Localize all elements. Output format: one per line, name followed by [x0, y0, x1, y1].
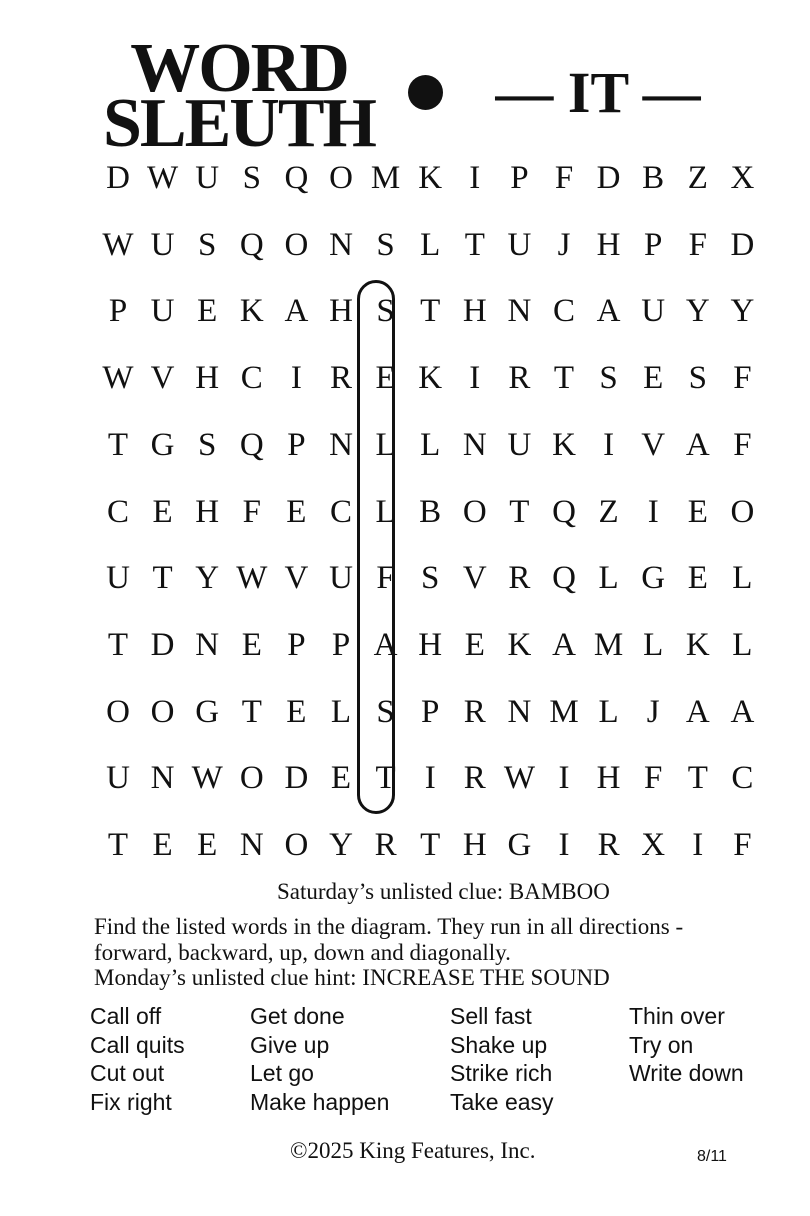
grid-letter: S — [242, 160, 261, 196]
word-list-item: Cut out — [90, 1060, 165, 1086]
grid-letter: O — [462, 493, 487, 530]
grid-letter: F — [733, 426, 752, 463]
grid-letter: H — [195, 360, 220, 397]
grid-letter: O — [284, 226, 309, 263]
grid-letter: I — [469, 160, 481, 196]
grid-letter: R — [597, 827, 620, 863]
grid-letter: W — [147, 160, 179, 196]
grid-letter: A — [552, 626, 576, 663]
grid-letter: N — [507, 293, 532, 330]
grid-letter: E — [152, 827, 173, 863]
grid-letter: I — [603, 426, 615, 463]
grid-letter: U — [150, 293, 175, 330]
grid-letter: B — [642, 160, 665, 196]
grid-letter: A — [730, 693, 755, 730]
grid-letter: Z — [598, 493, 619, 530]
grid-letter: S — [376, 293, 395, 330]
grid-letter: C — [731, 760, 754, 797]
grid-row — [96, 623, 765, 667]
grid-letter: U — [106, 760, 130, 797]
grid-letter: P — [510, 160, 529, 196]
grid-letter: U — [641, 293, 666, 330]
grid-letter: L — [732, 626, 753, 663]
grid-letter: Y — [329, 827, 353, 863]
grid-letter: F — [733, 360, 752, 397]
grid-letter: D — [150, 626, 175, 663]
grid-letter: F — [733, 827, 752, 863]
grid-letter: L — [420, 226, 441, 263]
grid-letter: J — [557, 226, 571, 263]
grid-letter: T — [107, 426, 129, 463]
grid-letter: L — [420, 426, 441, 463]
grid-row — [96, 556, 765, 600]
word-list-item: Try on — [629, 1031, 694, 1058]
puzzle-theme: — IT — — [495, 60, 701, 125]
grid-letter: D — [106, 160, 130, 196]
grid-letter: Y — [685, 293, 710, 330]
grid-letter: O — [106, 693, 130, 730]
grid-letter: I — [558, 760, 570, 797]
word-list-item: Give up — [250, 1031, 330, 1058]
grid-letter: C — [240, 360, 263, 397]
grid-letter: W — [236, 560, 268, 597]
grid-letter: H — [462, 293, 487, 330]
grid-letter: S — [198, 426, 217, 463]
grid-letter: W — [191, 760, 223, 797]
grid-letter: M — [370, 160, 401, 196]
grid-letter: I — [290, 360, 302, 397]
grid-letter: P — [287, 426, 306, 463]
grid-letter: E — [330, 760, 352, 797]
grid-letter: J — [646, 693, 660, 730]
grid-letter: U — [150, 226, 175, 263]
grid-letter: I — [692, 827, 704, 863]
grid-letter: T — [420, 827, 441, 863]
grid-letter: H — [195, 493, 220, 530]
grid-letter: L — [598, 560, 619, 597]
word-list-item: Sell fast — [450, 1003, 532, 1029]
grid-letter: L — [643, 626, 664, 663]
grid-letter: F — [644, 760, 663, 797]
word-list-item: Call quits — [90, 1031, 185, 1058]
grid-letter: T — [687, 760, 708, 797]
word-list-column-1 — [90, 1002, 185, 1116]
grid-letter: K — [239, 293, 264, 330]
grid-letter: H — [596, 760, 621, 797]
grid-letter: T — [107, 626, 129, 663]
grid-letter: G — [195, 693, 220, 730]
grid-letter: S — [688, 360, 707, 397]
grid-row — [96, 690, 765, 734]
word-list-column-2 — [250, 1002, 389, 1116]
grid-letter: E — [286, 693, 307, 730]
grid-letter: T — [107, 827, 129, 863]
grid-letter: K — [418, 360, 443, 397]
grid-letter: O — [239, 760, 264, 797]
grid-letter: E — [197, 827, 218, 863]
word-list-item: Let go — [250, 1060, 314, 1086]
grid-letter: O — [730, 493, 755, 530]
grid-letter: I — [424, 760, 436, 797]
grid-letter: H — [596, 226, 621, 263]
word-list-column-3 — [450, 1002, 554, 1116]
grid-letter: T — [241, 693, 262, 730]
grid-letter: P — [644, 226, 663, 263]
grid-row — [96, 223, 765, 267]
title-sleuth: SLEUTH — [103, 85, 375, 162]
grid-letter: A — [284, 293, 309, 330]
grid-letter: E — [464, 626, 485, 663]
grid-letter: W — [102, 360, 134, 397]
grid-letter: U — [507, 226, 532, 263]
grid-letter: H — [462, 827, 487, 863]
grid-letter: L — [375, 493, 396, 530]
grid-letter: L — [375, 426, 396, 463]
grid-letter: G — [507, 827, 532, 863]
grid-letter: F — [376, 560, 395, 597]
grid-letter: V — [641, 426, 666, 463]
grid-letter: F — [242, 493, 261, 530]
grid-letter: T — [375, 760, 396, 797]
grid-letter: I — [647, 493, 659, 530]
grid-letter: Q — [239, 226, 264, 263]
grid-letter: K — [507, 626, 532, 663]
grid-letter: S — [198, 226, 217, 263]
grid-letter: L — [330, 693, 352, 730]
grid-letter: R — [508, 360, 531, 397]
grid-letter: E — [241, 626, 262, 663]
grid-letter: O — [150, 693, 175, 730]
grid-letter: A — [685, 426, 710, 463]
grid-row — [96, 490, 765, 534]
instructions-line-1: Find the listed words in the diagram. They run in all directions - — [94, 914, 684, 939]
grid-letter: K — [685, 626, 710, 663]
grid-row — [96, 423, 765, 467]
grid-letter: T — [464, 226, 485, 263]
word-list-column-4 — [629, 1002, 744, 1088]
grid-letter: D — [284, 760, 309, 797]
word-list-item: Shake up — [450, 1031, 548, 1058]
grid-letter: U — [507, 426, 532, 463]
grid-letter: C — [552, 293, 575, 330]
grid-letter: Q — [552, 493, 576, 530]
grid-letter: N — [329, 226, 353, 263]
grid-letter: A — [373, 626, 398, 663]
grid-letter: P — [421, 693, 440, 730]
grid-letter: S — [421, 560, 440, 597]
grid-letter: N — [507, 693, 532, 730]
grid-letter: F — [554, 160, 574, 196]
grid-letter: E — [197, 293, 218, 330]
grid-letter: T — [509, 493, 530, 530]
grid-letter: B — [419, 493, 442, 530]
grid-letter: P — [287, 626, 306, 663]
grid-letter: R — [463, 693, 486, 730]
grid-letter: P — [331, 626, 351, 663]
grid-letter: S — [599, 360, 618, 397]
grid-letter: Y — [730, 293, 755, 330]
grid-letter: E — [152, 493, 173, 530]
grid-letter: T — [420, 293, 441, 330]
grid-letter: E — [286, 493, 307, 530]
grid-letter: K — [552, 426, 576, 463]
answer-highlight-oval — [357, 280, 395, 814]
grid-letter: O — [329, 160, 353, 196]
grid-letter: K — [418, 160, 443, 196]
grid-letter: N — [150, 760, 175, 797]
word-list-item: Call off — [90, 1003, 162, 1029]
grid-letter: C — [106, 493, 129, 530]
word-list-item: Fix right — [90, 1088, 172, 1115]
grid-letter: W — [102, 226, 134, 263]
grid-letter: Q — [239, 426, 264, 463]
grid-letter: E — [687, 560, 708, 597]
grid-letter: T — [553, 360, 575, 397]
word-list-item: Make happen — [250, 1088, 390, 1115]
word-list-item: Thin over — [629, 1003, 725, 1029]
grid-letter: E — [643, 360, 664, 397]
title-word: WORD — [130, 30, 348, 107]
grid-letter: X — [641, 827, 666, 863]
grid-letter: E — [375, 360, 396, 397]
copyright-notice: ©2025 King Features, Inc. — [290, 1138, 536, 1163]
grid-letter: V — [462, 560, 487, 597]
grid-letter: L — [598, 693, 619, 730]
grid-letter: I — [558, 827, 570, 863]
grid-letter: R — [508, 560, 531, 597]
monday-hint: Monday’s unlisted clue hint: INCREASE THE SOUND — [94, 965, 610, 990]
grid-letter: V — [150, 360, 175, 397]
grid-row — [96, 156, 765, 200]
grid-letter: H — [329, 293, 353, 330]
grid-letter: I — [469, 360, 481, 397]
grid-letter: Y — [195, 560, 220, 597]
grid-letter: U — [106, 560, 130, 597]
word-list-item: Write down — [629, 1060, 744, 1086]
grid-letter: N — [239, 827, 264, 863]
grid-letter: D — [730, 226, 755, 263]
grid-letter: U — [195, 160, 220, 196]
word-list-item: Take easy — [450, 1088, 554, 1115]
puzzle-date: 8/11 — [697, 1148, 727, 1165]
saturday-clue: Saturday’s unlisted clue: BAMBOO — [277, 879, 610, 904]
grid-letter: S — [376, 226, 395, 263]
grid-row — [96, 356, 765, 400]
grid-row — [96, 823, 765, 867]
grid-row — [96, 756, 765, 800]
grid-letter: W — [503, 760, 535, 797]
word-list-item: Strike rich — [450, 1060, 553, 1086]
grid-letter: N — [462, 426, 487, 463]
grid-letter: F — [688, 226, 707, 263]
grid-letter: R — [374, 827, 397, 863]
grid-letter: D — [596, 160, 621, 196]
grid-row — [96, 289, 765, 333]
word-list-item: Get done — [250, 1003, 345, 1029]
grid-letter: R — [329, 360, 352, 397]
grid-letter: N — [329, 426, 353, 463]
grid-letter: T — [152, 560, 173, 597]
grid-letter: P — [108, 293, 128, 330]
grid-letter: U — [329, 560, 353, 597]
instructions-line-2: forward, backward, up, down and diagonally. — [94, 940, 511, 965]
grid-letter: L — [732, 560, 753, 597]
grid-letter: E — [687, 493, 708, 530]
grid-letter: M — [593, 626, 624, 663]
grid-letter: Q — [552, 560, 576, 597]
grid-letter: S — [376, 693, 395, 730]
grid-letter: O — [284, 827, 309, 863]
grid-letter: H — [418, 626, 443, 663]
grid-letter: M — [549, 693, 579, 730]
bullet-icon — [408, 75, 443, 110]
grid-letter: A — [685, 693, 710, 730]
grid-letter: N — [195, 626, 220, 663]
grid-letter: C — [329, 493, 352, 530]
grid-letter: G — [150, 426, 175, 463]
grid-letter: G — [641, 560, 666, 597]
grid-letter: R — [463, 760, 486, 797]
grid-letter: Q — [284, 160, 309, 196]
grid-letter: V — [284, 560, 309, 597]
grid-letter: A — [596, 293, 621, 330]
grid-letter: X — [730, 160, 755, 196]
grid-letter: Z — [687, 160, 708, 196]
